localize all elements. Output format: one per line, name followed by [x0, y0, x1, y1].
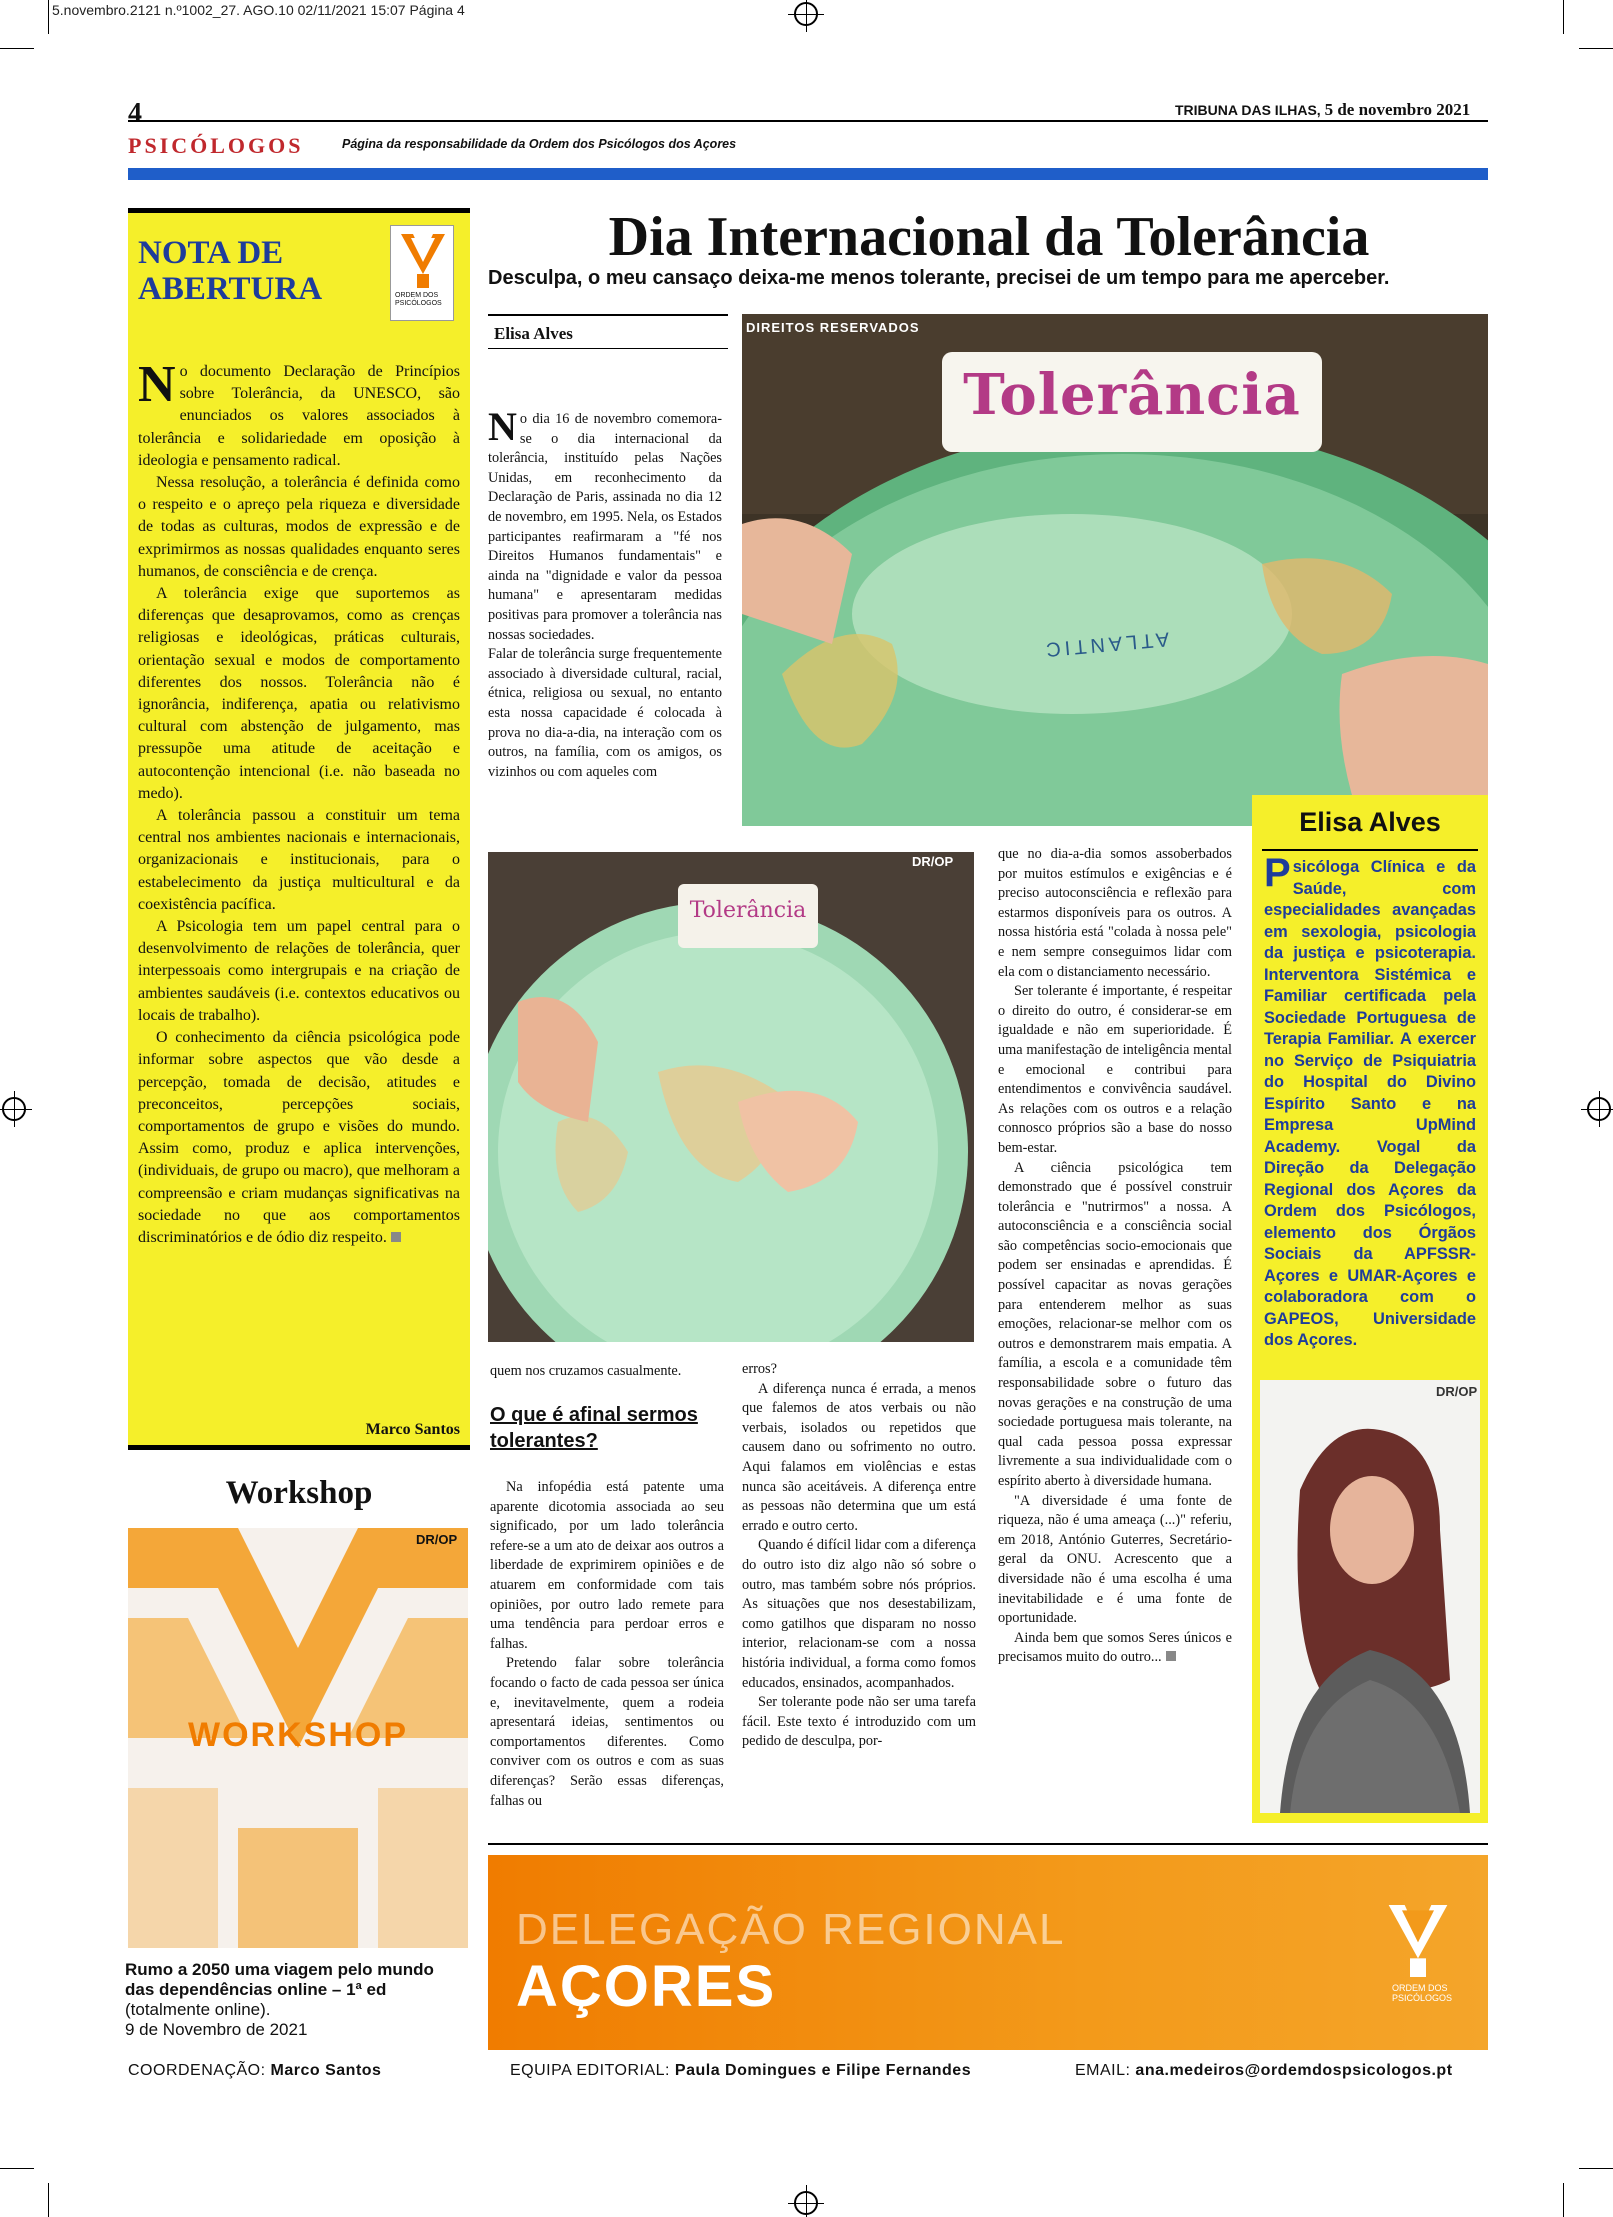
registration-mark-icon [2, 1097, 26, 1121]
ordem-logo-icon [401, 234, 445, 288]
workshop-note: (totalmente online). [125, 2000, 271, 2019]
crop-mark [1579, 48, 1613, 49]
author-name: Elisa Alves [1299, 807, 1441, 837]
crop-mark [1563, 0, 1564, 34]
banner-line-1: DELEGAÇÃO REGIONAL [516, 1905, 1066, 1954]
section-subtitle: Página da responsabilidade da Ordem dos Psicólogos dos Açores [342, 137, 737, 151]
article-author: Elisa Alves [494, 324, 573, 343]
footer-label: COORDENAÇÃO: [128, 2062, 266, 2079]
header-accent-bar [128, 168, 1488, 180]
footer-editorial-team [510, 2062, 971, 2080]
article-photo-secondary [488, 852, 974, 1342]
paragraph: Ser tolerante é importante, é respeitar o direito do outro, é considerar-se em igualdade e não em superioridade. É uma manifestação de inteligência mental e emocional e contribui para entendimentos e convivência saudável. As relações com os outros e a relação connosco próprios são a base do nosso bem-estar. [998, 983, 1232, 1156]
paragraph: No dia 16 de novembro comemora-se o dia internacional da tolerância, instituído pelas Nações Unidas, em reconhecimento da Declaração de Paris, assinada no dia 12 de novembro, em 1995. Nela, os Estados participantes reafirmaram a "fé nos Direitos Humanos fundamentais" e ainda na "dignidade e valor da pessoa humana" e apresentaram medidas positivas para promover a tolerância nas nossas sociedades. [488, 404, 722, 643]
paragraph: quem nos cruzamos casualmente. [490, 1363, 682, 1379]
opening-note-title: NOTA DE ABERTURA [138, 235, 323, 307]
crop-mark [1579, 2168, 1613, 2169]
article-column-1-continued [490, 1362, 724, 1382]
drop-cap: N [138, 356, 176, 413]
paragraph: A tolerância passou a constituir um tema central nos ambientes nacionais e internacionais, organizacionais e institucionais, para o estabelecimento da justiça multicultural e da coexistência pacífica. [138, 807, 460, 913]
globe-label: ATLANTIC [1041, 627, 1170, 661]
photo-sign-text: Tolerância [963, 362, 1301, 428]
paragraph: Ainda bem que somos Seres únicos e precisamos muito do outro... [998, 1629, 1232, 1666]
workshop-title: Rumo a 2050 uma viagem pelo mundo das dependências online – 1ª ed [125, 1960, 434, 1999]
author-photo [1260, 1380, 1480, 1813]
opening-note-signature: Marco Santos [365, 1421, 460, 1438]
photo2-credit: DR/OP [912, 854, 954, 869]
email-link[interactable]: ana.medeiros@ordemdospsicologos.pt [1135, 2062, 1453, 2079]
drop-cap: N [488, 404, 517, 449]
author-photo-credit: DR/OP [1436, 1384, 1478, 1399]
opening-note-box [128, 208, 470, 1450]
paragraph: A diferença nunca é errada, a menos que falemos de atos verbais ou não verbais, isolados ou repetidos que causem dano ou sofrimento no outro. Aqui falamos em violências e estas nunca são aceitáveis. A diferença entre as pessoas não determina que um está errado e outro certo. [742, 1380, 976, 1534]
opening-paragraph: No documento Declaração de Princípios sobre Tolerância, da UNESCO, são enunciados os valores associados à tolerância e solidariedade em oposição à ideologia e pensamento radical. [138, 356, 460, 469]
publication-info [1175, 100, 1470, 120]
paragraph: Quando é difícil lidar com a diferença do outro isto diz algo não só sobre o outro, mas também sobre nós próprios. As situações que nos desestabilizam, como gatilhos que disparam no nosso interior, relacionam-se com a nossa história individual, a forma como fomos educados, ensinados, acompanhados. [742, 1537, 976, 1691]
author-bio: Psicóloga Clínica e da Saúde, com especialidades avançadas em sexologia, psicologia da justiça e psicoterapia. Interventora Sistémica e Familiar certificada pela Sociedade Portuguesa de Terapia Familiar. A exercer no Serviço de Psiquiatria do Hospital do Divino Espírito Santo e na Empresa UpMind Academy. Vogal da Direção da Delegação Regional dos Açores da Ordem dos Psicólogos, elemento dos Órgãos Sociais da APFSSR-Açores e UMAR-Açores e colaboradora com o GAPEOS, Universidade dos Açores. [1264, 851, 1476, 1349]
paragraph: Nessa resolução, a tolerância é definida como o respeito e o apreço pela riqueza e diversidade de todas as culturas, modos de expressão e de exprimirmos as nossas qualidades enquanto seres humanos, de consciência e de crença. [138, 474, 460, 580]
paragraph: Ser tolerante pode não ser uma tarefa fácil. Este texto é introduzido com um pedido de desculpa, por- [742, 1694, 976, 1750]
crop-mark [1563, 2183, 1564, 2217]
author-portrait-graphic [1260, 1380, 1480, 1813]
byline-rule [488, 348, 728, 349]
article-column-1 [488, 404, 722, 782]
drop-cap: P [1264, 851, 1291, 895]
article-column-3 [998, 845, 1232, 1668]
banner-logo-caption: ORDEM DOS PSICÓLOGOS [1392, 1983, 1453, 2003]
banner-logo [1388, 1905, 1458, 2015]
paragraph: A Psicologia tem um papel central para o desenvolvimento de relações de tolerância, quer interpessoais como intergrupais e na criação de ambientes saudáveis (i.e. contextos educativos ou locais de trabalho). [138, 918, 460, 1024]
footer-value: Marco Santos [270, 2062, 382, 2079]
ordem-logo-icon [1388, 1905, 1448, 1977]
banner-line-2: AÇORES [516, 1954, 777, 2019]
article-title: Dia Internacional da Tolerância [608, 206, 1370, 268]
author-box [1252, 795, 1488, 1823]
section-title: PSICÓLOGOS [128, 133, 304, 158]
publication-date: 5 de novembro 2021 [1324, 100, 1471, 119]
footer-coordination [128, 2062, 381, 2080]
paragraph: A ciência psicológica tem demonstrado que é possível construir tolerância e "nutrirmos" a nossa. A autoconsciência e a consciência social são competências socio-emocionais que podem ser ensinadas e aprendidas. É possível capacitar as novas gerações para entenderem melhor as suas emoções, relacionar-se melhor com os outros e demonstrarem mais empatia. A família, a escola e a comunidade têm responsabilidade sobre o futuro das novas gerações e na construção de uma sociedade portuguesa mais tolerante, na qual cada pessoa possa expressar livremente a sua individualidade com o espírito aberto à diversidade humana. [998, 1159, 1232, 1489]
ordem-logo [390, 225, 454, 321]
article-column-2 [742, 1360, 976, 1752]
photo-credit: DIREITOS RESERVADOS [746, 320, 920, 335]
workshop-date: 9 de Novembro de 2021 [125, 2020, 308, 2039]
registration-mark-icon [794, 2191, 818, 2215]
workshop-heading: Workshop [225, 1475, 373, 1511]
footer-label: EQUIPA EDITORIAL: [510, 2062, 670, 2079]
paragraph: Na infopédia está patente uma aparente dicotomia associada ao seu significado, por um lado tolerância refere-se a um ato de deixar aos outros a liberdade de exprimirem opiniões e de atuarem em conformidade com tais opiniões, por outro lado remete para uma tendência para perdoar erros e falhas. [490, 1479, 724, 1652]
workshop-image [128, 1528, 468, 1948]
crop-mark [48, 0, 49, 34]
globe-photo-2-graphic [488, 852, 974, 1342]
page-number: 4 [128, 98, 142, 129]
byline-rule [488, 314, 728, 316]
workshop-image-credit: DR/OP [416, 1532, 458, 1547]
crop-mark [0, 2168, 34, 2169]
paragraph: Pretendo falar sobre tolerância focando o facto de cada pessoa ser única e, inevitavelmente, quem a rodeia apresentará ideias, sentimentos ou comportamentos diferentes. Como conviver com os outros e com as suas diferenças? Serão essas diferenças, falhas ou [490, 1655, 724, 1809]
end-mark-icon [391, 1232, 401, 1242]
footer-email[interactable] [1075, 2062, 1453, 2080]
paragraph: O conhecimento da ciência psicológica pode informar sobre aspectos que vão desde a percepção, tomada de decisão, atitudes e preconceitos, percepções sociais, comportamentos de grupo e visões do mundo. Assim como, produz e aplica intervenções, (individuais, de grupo ou macro), que melhoram a compreensão e criam mudanças significativas na sociedade no que aos comportamentos discriminatórios e de ódio diz respeito. [138, 1029, 460, 1246]
crop-mark [48, 2183, 49, 2217]
footer-label: EMAIL: [1075, 2062, 1131, 2079]
paragraph: Falar de tolerância surge frequentemente associado à diversidade cultural, racial, étnica, religiosa ou sexual, no entanto esta nossa capacidade é colocada à prova no dia-a-dia, na interação com os outros, na família, com os amigos, os vizinhos ou com aqueles com [488, 646, 722, 780]
paragraph: erros? [742, 1361, 777, 1377]
opening-note-body [138, 356, 460, 1249]
author-rule [1262, 849, 1478, 851]
delegation-banner [488, 1855, 1488, 2050]
article-subheading: O que é afinal sermos tolerantes? [490, 1404, 698, 1452]
article-column-1-bottom [490, 1478, 724, 1811]
article-photo-main [742, 314, 1488, 826]
paragraph: A tolerância exige que suportemos as diferenças que desaprovamos, como as crenças religiosas e ideológicas, práticas culturais, orientação sexual e modos de comportamento diferentes dos nossos. Tolerância não é ignorância, indiferença, apatia ou relativismo cultural com abstenção de julgamento, mas pressupõe uma atitude de aceitação e autocontenção intencional (i.e. não baseada no medo). [138, 585, 460, 802]
workshop-caption [125, 1960, 465, 2040]
footer-value: Paula Domingues e Filipe Fernandes [674, 2062, 972, 2079]
ordem-logo-caption: ORDEM DOS PSICÓLOGOS [395, 292, 442, 307]
paragraph: "A diversidade é uma fonte de riqueza, não é uma ameaça (...)" referiu, em 2018, António Guterres, Secretário-geral da ONU. Acrescento que a diversidade não é uma escolha é uma inevitabilidade e é uma fonte de oportunidade. [998, 1492, 1232, 1627]
header-rule [128, 120, 1488, 122]
article-subtitle: Desculpa, o meu cansaço deixa-me menos tolerante, precisei de um tempo para me aperceber. [488, 267, 1390, 289]
crop-mark [0, 48, 34, 49]
print-slug: 5.novembro.2121 n.º1002_27. AGO.10 02/11/2021 15:07 Página 4 [52, 2, 465, 18]
workshop-image-text: WORKSHOP [188, 1716, 408, 1754]
banner-rule [488, 1843, 1488, 1845]
end-mark-icon [1166, 1651, 1176, 1661]
registration-mark-icon [794, 2, 818, 26]
publication-name: TRIBUNA DAS ILHAS, [1175, 102, 1321, 118]
registration-mark-icon [1587, 1097, 1611, 1121]
paragraph: que no dia-a-dia somos assoberbados por muitos estímulos e exigências e é preciso autoconsciência e reflexão para estarmos disponíveis para os outros. A nossa história está "colada à nossa pele" e nem sempre conseguimos lidar com ela com o distanciamento necessário. [998, 846, 1232, 980]
photo2-sign-text: Tolerância [689, 898, 807, 923]
